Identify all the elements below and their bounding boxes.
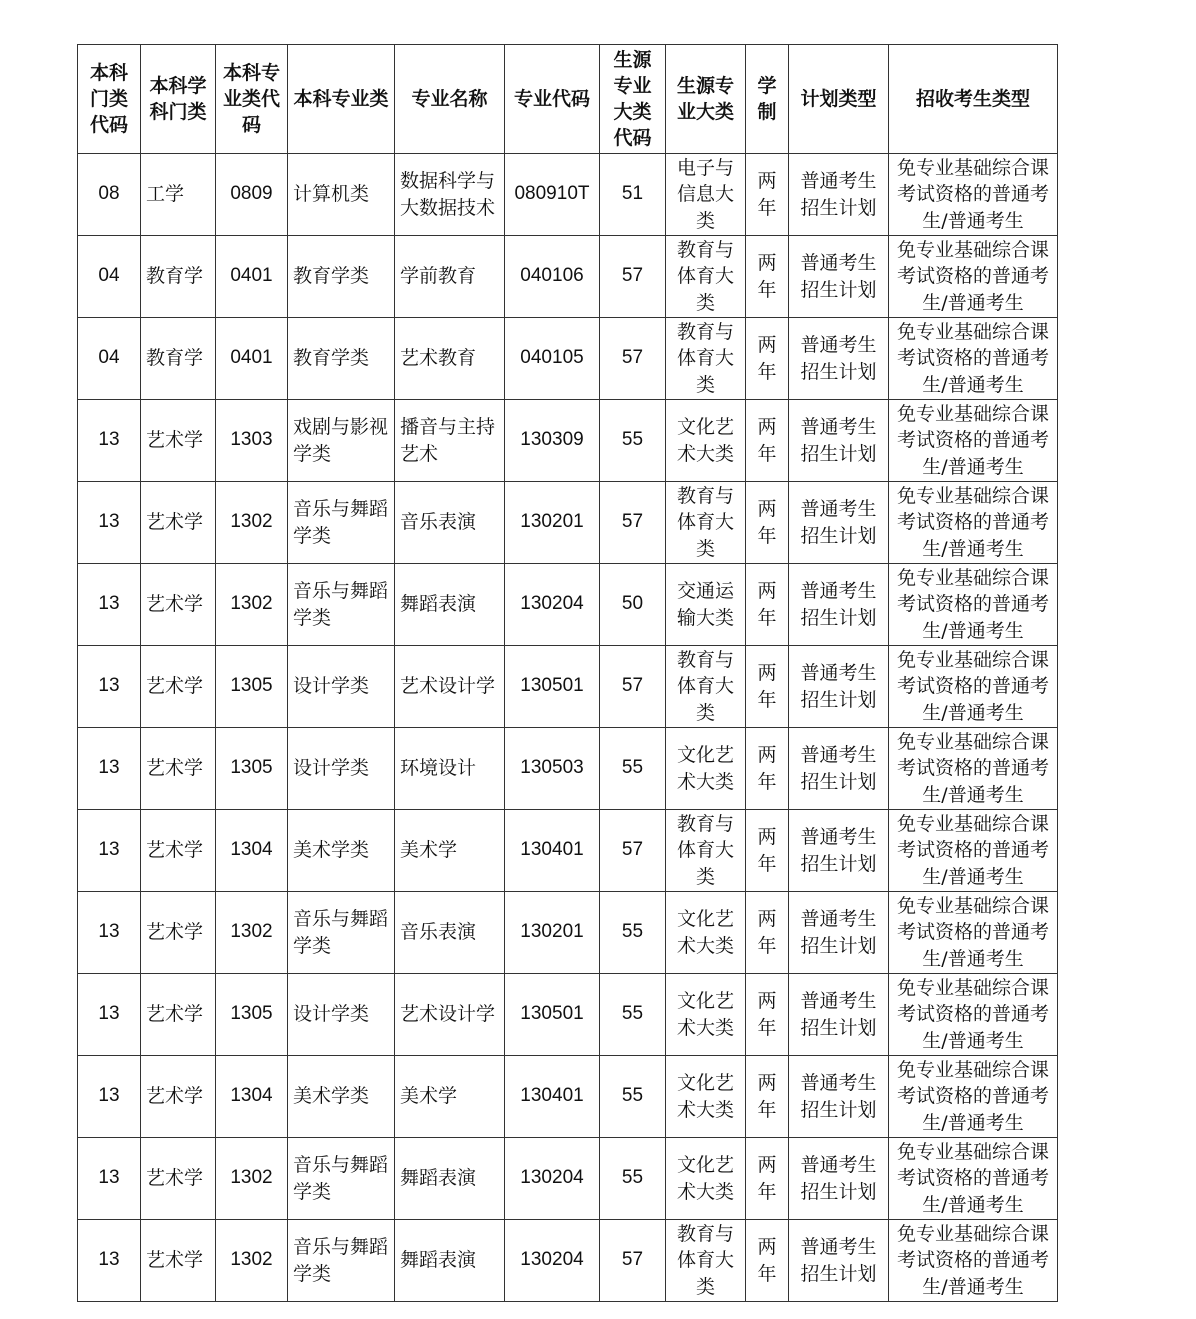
cell-major-code: 080910T [505,154,600,236]
cell-discipline: 艺术学 [141,1220,216,1302]
cell-major-class: 音乐与舞蹈学类 [288,564,395,646]
cell-candidate-type: 免专业基础综合课考试资格的普通考生/普通考生 [889,1056,1058,1138]
cell-duration: 两年 [746,974,789,1056]
cell-source-class-code: 57 [600,1220,666,1302]
cell-plan-type: 普通考生招生计划 [789,154,889,236]
header-category-code: 本科门类代码 [78,45,141,154]
cell-discipline: 教育学 [141,318,216,400]
cell-source-class-code: 55 [600,974,666,1056]
cell-major-name: 学前教育 [395,236,505,318]
table-header-row [78,45,1058,154]
cell-major-class-code: 1302 [216,564,288,646]
cell-major-class-code: 1302 [216,1138,288,1220]
table-row [78,400,1058,482]
cell-duration: 两年 [746,810,789,892]
cell-source-class: 教育与体育大类 [666,482,746,564]
cell-major-name: 艺术设计学 [395,974,505,1056]
cell-major-name: 环境设计 [395,728,505,810]
table-row [78,236,1058,318]
cell-category-code: 04 [78,318,141,400]
cell-source-class-code: 51 [600,154,666,236]
cell-source-class: 文化艺术大类 [666,728,746,810]
cell-category-code: 13 [78,974,141,1056]
header-major-class: 本科专业类 [288,45,395,154]
cell-plan-type: 普通考生招生计划 [789,1138,889,1220]
table-row [78,974,1058,1056]
cell-duration: 两年 [746,236,789,318]
cell-category-code: 13 [78,564,141,646]
cell-major-class: 教育学类 [288,318,395,400]
cell-source-class: 教育与体育大类 [666,646,746,728]
cell-major-class: 音乐与舞蹈学类 [288,1138,395,1220]
cell-plan-type: 普通考生招生计划 [789,728,889,810]
cell-category-code: 13 [78,1138,141,1220]
cell-category-code: 08 [78,154,141,236]
cell-major-name: 美术学 [395,1056,505,1138]
cell-source-class-code: 55 [600,892,666,974]
cell-source-class: 教育与体育大类 [666,236,746,318]
cell-category-code: 13 [78,482,141,564]
cell-discipline: 艺术学 [141,810,216,892]
cell-candidate-type: 免专业基础综合课考试资格的普通考生/普通考生 [889,400,1058,482]
cell-major-class: 设计学类 [288,646,395,728]
cell-major-code: 130503 [505,728,600,810]
cell-candidate-type: 免专业基础综合课考试资格的普通考生/普通考生 [889,1138,1058,1220]
cell-major-class: 教育学类 [288,236,395,318]
cell-major-code: 040105 [505,318,600,400]
cell-candidate-type: 免专业基础综合课考试资格的普通考生/普通考生 [889,646,1058,728]
cell-candidate-type: 免专业基础综合课考试资格的普通考生/普通考生 [889,236,1058,318]
cell-discipline: 艺术学 [141,564,216,646]
header-plan-type: 计划类型 [789,45,889,154]
cell-major-code: 040106 [505,236,600,318]
cell-duration: 两年 [746,728,789,810]
cell-major-name: 艺术教育 [395,318,505,400]
cell-major-code: 130309 [505,400,600,482]
table-row [78,1220,1058,1302]
cell-category-code: 13 [78,1056,141,1138]
enrollment-table [77,44,1058,1302]
cell-source-class-code: 55 [600,1056,666,1138]
cell-major-class-code: 1305 [216,728,288,810]
cell-category-code: 13 [78,728,141,810]
cell-source-class: 教育与体育大类 [666,318,746,400]
table-row [78,564,1058,646]
cell-discipline: 艺术学 [141,1056,216,1138]
cell-major-code: 130401 [505,810,600,892]
cell-candidate-type: 免专业基础综合课考试资格的普通考生/普通考生 [889,810,1058,892]
cell-duration: 两年 [746,646,789,728]
cell-source-class-code: 57 [600,810,666,892]
cell-duration: 两年 [746,318,789,400]
cell-category-code: 13 [78,400,141,482]
cell-major-class: 计算机类 [288,154,395,236]
cell-source-class-code: 57 [600,646,666,728]
cell-candidate-type: 免专业基础综合课考试资格的普通考生/普通考生 [889,974,1058,1056]
cell-plan-type: 普通考生招生计划 [789,646,889,728]
cell-category-code: 04 [78,236,141,318]
cell-plan-type: 普通考生招生计划 [789,482,889,564]
cell-major-class: 音乐与舞蹈学类 [288,892,395,974]
cell-major-name: 艺术设计学 [395,646,505,728]
cell-major-name: 数据科学与大数据技术 [395,154,505,236]
cell-source-class: 交通运输大类 [666,564,746,646]
cell-candidate-type: 免专业基础综合课考试资格的普通考生/普通考生 [889,1220,1058,1302]
cell-candidate-type: 免专业基础综合课考试资格的普通考生/普通考生 [889,482,1058,564]
cell-discipline: 艺术学 [141,728,216,810]
cell-source-class: 文化艺术大类 [666,974,746,1056]
table-row [78,1056,1058,1138]
cell-source-class-code: 55 [600,728,666,810]
cell-major-class-code: 1302 [216,1220,288,1302]
cell-major-class-code: 0401 [216,318,288,400]
cell-discipline: 艺术学 [141,1138,216,1220]
cell-major-name: 舞蹈表演 [395,1220,505,1302]
cell-major-class-code: 1302 [216,482,288,564]
cell-major-class: 戏剧与影视学类 [288,400,395,482]
header-major-class-code: 本科专业类代码 [216,45,288,154]
cell-duration: 两年 [746,400,789,482]
table-row [78,318,1058,400]
header-candidate-type: 招收考生类型 [889,45,1058,154]
cell-plan-type: 普通考生招生计划 [789,564,889,646]
cell-major-code: 130204 [505,564,600,646]
cell-category-code: 13 [78,646,141,728]
cell-category-code: 13 [78,892,141,974]
cell-major-name: 美术学 [395,810,505,892]
cell-discipline: 工学 [141,154,216,236]
cell-plan-type: 普通考生招生计划 [789,810,889,892]
cell-discipline: 艺术学 [141,400,216,482]
header-major-code: 专业代码 [505,45,600,154]
table-row [78,154,1058,236]
cell-major-class: 美术学类 [288,1056,395,1138]
cell-discipline: 艺术学 [141,482,216,564]
cell-major-name: 播音与主持艺术 [395,400,505,482]
cell-plan-type: 普通考生招生计划 [789,1220,889,1302]
cell-duration: 两年 [746,892,789,974]
cell-discipline: 艺术学 [141,646,216,728]
cell-candidate-type: 免专业基础综合课考试资格的普通考生/普通考生 [889,318,1058,400]
header-major-name: 专业名称 [395,45,505,154]
cell-plan-type: 普通考生招生计划 [789,318,889,400]
cell-major-class: 美术学类 [288,810,395,892]
cell-duration: 两年 [746,482,789,564]
cell-source-class-code: 57 [600,236,666,318]
header-source-class: 生源专业大类 [666,45,746,154]
cell-source-class: 文化艺术大类 [666,1056,746,1138]
cell-discipline: 艺术学 [141,974,216,1056]
cell-source-class-code: 57 [600,318,666,400]
cell-candidate-type: 免专业基础综合课考试资格的普通考生/普通考生 [889,728,1058,810]
cell-source-class: 文化艺术大类 [666,400,746,482]
cell-discipline: 艺术学 [141,892,216,974]
header-duration: 学制 [746,45,789,154]
cell-major-name: 舞蹈表演 [395,564,505,646]
table-row [78,728,1058,810]
cell-candidate-type: 免专业基础综合课考试资格的普通考生/普通考生 [889,564,1058,646]
header-source-class-code: 生源专业大类代码 [600,45,666,154]
table-row [78,1138,1058,1220]
cell-source-class-code: 50 [600,564,666,646]
cell-candidate-type: 免专业基础综合课考试资格的普通考生/普通考生 [889,892,1058,974]
cell-plan-type: 普通考生招生计划 [789,1056,889,1138]
cell-major-code: 130201 [505,482,600,564]
table-row [78,482,1058,564]
cell-major-code: 130501 [505,974,600,1056]
cell-major-code: 130204 [505,1138,600,1220]
table-row [78,646,1058,728]
cell-candidate-type: 免专业基础综合课考试资格的普通考生/普通考生 [889,154,1058,236]
cell-source-class: 文化艺术大类 [666,1138,746,1220]
cell-duration: 两年 [746,154,789,236]
cell-major-class-code: 1303 [216,400,288,482]
cell-source-class-code: 57 [600,482,666,564]
cell-duration: 两年 [746,1056,789,1138]
cell-source-class-code: 55 [600,400,666,482]
table-row [78,810,1058,892]
cell-major-code: 130201 [505,892,600,974]
cell-major-code: 130204 [505,1220,600,1302]
cell-duration: 两年 [746,1220,789,1302]
cell-category-code: 13 [78,1220,141,1302]
cell-major-class-code: 1302 [216,892,288,974]
cell-source-class: 教育与体育大类 [666,1220,746,1302]
cell-major-code: 130401 [505,1056,600,1138]
cell-source-class: 电子与信息大类 [666,154,746,236]
cell-category-code: 13 [78,810,141,892]
cell-major-name: 音乐表演 [395,482,505,564]
cell-major-name: 舞蹈表演 [395,1138,505,1220]
cell-source-class: 文化艺术大类 [666,892,746,974]
cell-plan-type: 普通考生招生计划 [789,974,889,1056]
cell-major-class: 设计学类 [288,728,395,810]
cell-major-class: 音乐与舞蹈学类 [288,1220,395,1302]
cell-duration: 两年 [746,564,789,646]
cell-major-class-code: 0809 [216,154,288,236]
cell-duration: 两年 [746,1138,789,1220]
header-discipline: 本科学科门类 [141,45,216,154]
cell-source-class-code: 55 [600,1138,666,1220]
cell-plan-type: 普通考生招生计划 [789,892,889,974]
cell-major-class: 设计学类 [288,974,395,1056]
cell-plan-type: 普通考生招生计划 [789,400,889,482]
cell-major-class: 音乐与舞蹈学类 [288,482,395,564]
cell-major-name: 音乐表演 [395,892,505,974]
table-row [78,892,1058,974]
cell-major-class-code: 1305 [216,646,288,728]
cell-major-class-code: 0401 [216,236,288,318]
cell-discipline: 教育学 [141,236,216,318]
cell-major-class-code: 1304 [216,810,288,892]
cell-plan-type: 普通考生招生计划 [789,236,889,318]
cell-major-class-code: 1304 [216,1056,288,1138]
cell-major-class-code: 1305 [216,974,288,1056]
cell-source-class: 教育与体育大类 [666,810,746,892]
cell-major-code: 130501 [505,646,600,728]
